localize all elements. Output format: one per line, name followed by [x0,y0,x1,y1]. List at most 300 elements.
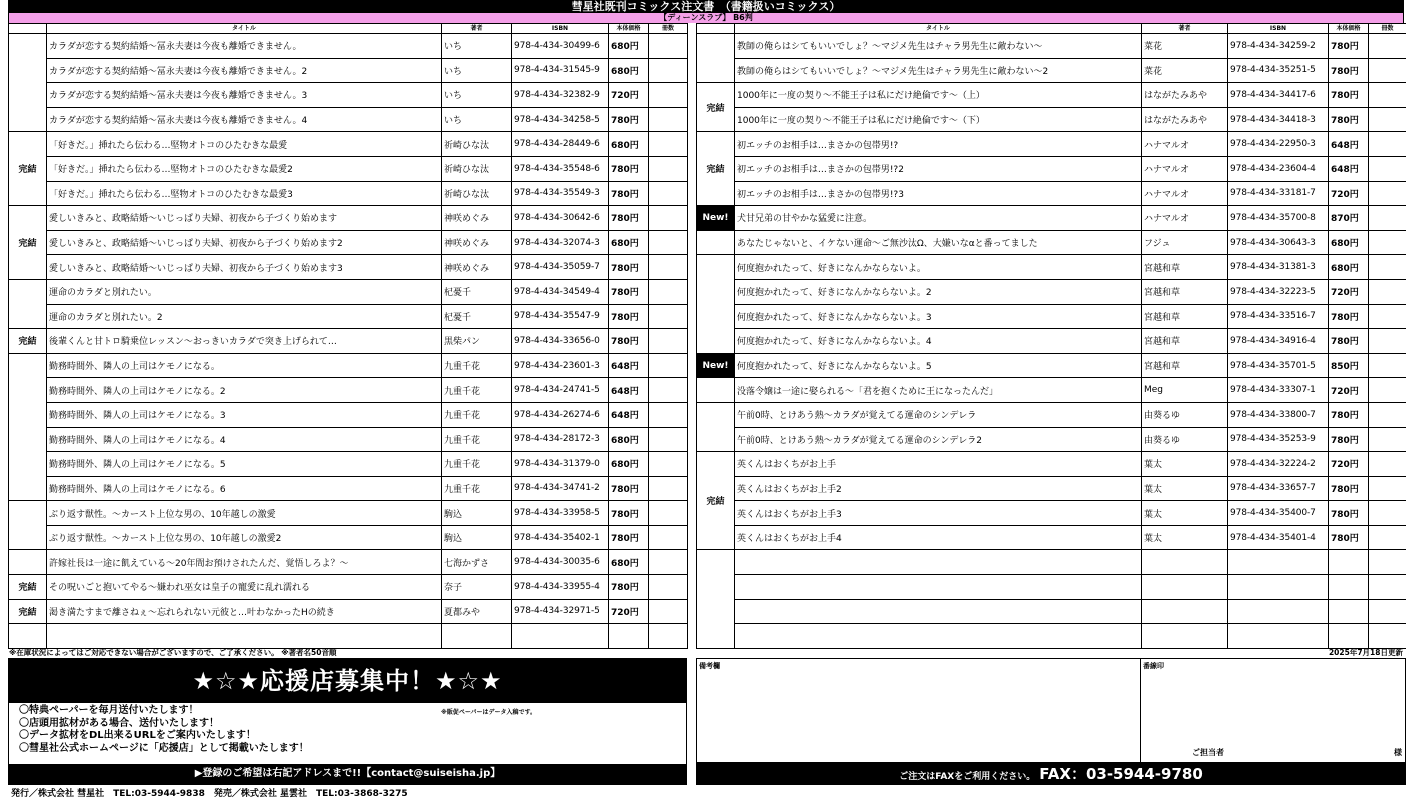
table-row [697,427,1406,452]
table-row [9,58,688,83]
author-cell: 宮越和草 [1142,279,1228,304]
isbn-cell: 978-4-434-35253-9 [1228,427,1329,452]
quantity-field[interactable] [1369,83,1406,108]
title-cell: 運命のカラダと別れたい。 [47,279,442,304]
status-cell [9,624,47,649]
status-cell: 完結 [697,132,735,206]
title-cell: 教師の俺らはシてもいいでしょ？～マジメ先生はチャラ男先生に敵わない～ [735,34,1142,59]
stamp-label: 番線印 [1143,662,1164,670]
table-row [697,550,1406,575]
quantity-field[interactable] [649,58,688,83]
title-cell: カラダが恋する契約結婚～冨永夫妻は今夜も離婚できません。3 [47,83,442,108]
title-cell: 午前0時、とけあう熱～カラダが覚えてる運命のシンデレラ2 [735,427,1142,452]
quantity-field[interactable] [649,107,688,132]
price-cell: 680円 [609,132,649,157]
status-cell [697,378,735,403]
quantity-field[interactable] [649,427,688,452]
quantity-field[interactable] [649,304,688,329]
title-cell: 初エッチのお相手は…まさかの包帯男!?2 [735,156,1142,181]
price-cell: 780円 [1329,525,1369,550]
quantity-field[interactable] [649,599,688,624]
title-cell: カラダが恋する契約結婚～冨永夫妻は今夜も離婚できません。2 [47,58,442,83]
quantity-field[interactable] [1369,427,1406,452]
header-qty: 冊数 [649,24,688,34]
quantity-field[interactable] [649,378,688,403]
title-cell: 何度抱かれたって、好きになんかならないよ。4 [735,329,1142,354]
title-cell: 勤務時間外、隣人の上司はケモノになる。 [47,353,442,378]
title-cell: 愛しいきみと、政略結婚～いじっぱり夫婦、初夜から子づくり始めます2 [47,230,442,255]
author-cell: 菜花 [1142,58,1228,83]
title-cell: 何度抱かれたって、好きになんかならないよ。3 [735,304,1142,329]
table-row [9,255,688,280]
table-row [697,206,1406,231]
status-cell: 完結 [9,599,47,624]
status-cell [697,402,735,451]
bansen-stamp-field[interactable] [1141,658,1406,763]
quantity-field[interactable] [1369,34,1406,59]
quantity-field[interactable] [1369,452,1406,477]
table-row [9,181,688,206]
author-cell [1142,550,1228,575]
isbn-cell: 978-4-434-35251-5 [1228,58,1329,83]
isbn-cell: 978-4-434-30643-3 [1228,230,1329,255]
title-cell: 愛しいきみと、政略結婚～いじっぱり夫婦、初夜から子づくり始めます3 [47,255,442,280]
promo-item: 〇データ拡材をDL出来るURLをご案内いたします！ [19,730,256,741]
price-cell: 648円 [609,353,649,378]
title-cell: 英くんはおくちがお上手 [735,452,1142,477]
author-cell: はながたみあや [1142,83,1228,108]
price-cell: 780円 [609,181,649,206]
quantity-field[interactable] [1369,575,1406,600]
price-cell: 680円 [609,427,649,452]
isbn-cell: 978-4-434-35701-5 [1228,353,1329,378]
price-cell: 648円 [609,378,649,403]
quantity-field[interactable] [649,34,688,59]
table-row [697,501,1406,526]
author-cell: 杞憂千 [442,304,512,329]
remarks-field[interactable] [696,658,1141,763]
table-row [9,34,688,59]
table-row [697,255,1406,280]
status-cell [697,255,735,353]
header-qty: 冊数 [1369,24,1406,34]
status-cell [9,501,47,550]
isbn-cell: 978-4-434-32382-9 [512,83,609,108]
price-cell: 680円 [609,34,649,59]
isbn-cell: 978-4-434-33516-7 [1228,304,1329,329]
isbn-cell: 978-4-434-34258-5 [512,107,609,132]
order-rows [9,34,688,649]
title-cell: 何度抱かれたって、好きになんかならないよ。 [735,255,1142,280]
author-cell: 祈崎ひな汰 [442,181,512,206]
promo-contact[interactable]: ▶登録のご希望は右記アドレスまで!!【contact@suiseisha.jp】 [9,764,686,784]
price-cell: 780円 [609,255,649,280]
isbn-cell: 978-4-434-30642-6 [512,206,609,231]
promo-item: 〇特典ペーパーを毎月送付いたします！ [19,705,199,716]
isbn-cell: 978-4-434-23601-3 [512,353,609,378]
author-cell: 九重千花 [442,402,512,427]
title-cell: 勤務時間外、隣人の上司はケモノになる。6 [47,476,442,501]
price-cell: 780円 [609,206,649,231]
title-cell: 「好きだ。」挿れたら伝わる…堅物オトコのひたむきな最愛2 [47,156,442,181]
status-cell: 完結 [9,575,47,600]
isbn-cell: 978-4-434-35402-1 [512,525,609,550]
status-cell: 完結 [9,329,47,354]
quantity-field[interactable] [1369,132,1406,157]
author-cell: 宮越和草 [1142,329,1228,354]
price-cell: 780円 [609,156,649,181]
title-cell: カラダが恋する契約結婚～冨永夫妻は今夜も離婚できません。4 [47,107,442,132]
author-cell: ハナマルオ [1142,181,1228,206]
title-cell [735,550,1142,575]
promo-item: 〇店頭用拡材がある場合、送付いたします！ [19,717,219,729]
status-cell: 完結 [9,132,47,206]
status-cell [697,230,735,255]
promo-box [8,658,687,785]
price-cell: 680円 [609,550,649,575]
promo-note: ※販促ペーパーはデータ入稿です。 [441,709,537,716]
quantity-field[interactable] [649,230,688,255]
price-cell: 720円 [1329,181,1369,206]
isbn-cell: 978-4-434-30035-6 [512,550,609,575]
table-row [697,525,1406,550]
quantity-field[interactable] [1369,599,1406,624]
quantity-field[interactable] [649,181,688,206]
quantity-field[interactable] [649,476,688,501]
author-cell: いち [442,107,512,132]
isbn-cell [1228,599,1329,624]
header-author: 著者 [442,24,512,34]
status-cell: 完結 [697,83,735,132]
title-cell: 愛しいきみと、政略結婚～いじっぱり夫婦、初夜から子づくり始めます [47,206,442,231]
isbn-cell: 978-4-434-34259-2 [1228,34,1329,59]
table-row [9,525,688,550]
isbn-cell: 978-4-434-35400-7 [1228,501,1329,526]
author-cell: 神咲めぐみ [442,255,512,280]
table-row [9,206,688,231]
price-cell [609,624,649,649]
title-cell: 初エッチのお相手は…まさかの包帯男!?3 [735,181,1142,206]
author-cell: 宮越和草 [1142,353,1228,378]
price-cell [1329,624,1369,649]
author-cell: 七海かずさ [442,550,512,575]
title-cell: 何度抱かれたって、好きになんかならないよ。2 [735,279,1142,304]
price-cell: 870円 [1329,206,1369,231]
quantity-field[interactable] [649,452,688,477]
isbn-cell: 978-4-434-32223-5 [1228,279,1329,304]
table-row [9,353,688,378]
author-cell: 由葵るゆ [1142,402,1228,427]
price-cell: 780円 [609,279,649,304]
header-price: 本体価格 [609,24,649,34]
table-row [697,353,1406,378]
quantity-field[interactable] [1369,525,1406,550]
author-cell: ハナマルオ [1142,132,1228,157]
author-cell: 宮越和草 [1142,304,1228,329]
quantity-field[interactable] [649,132,688,157]
author-cell: 九重千花 [442,476,512,501]
isbn-cell: 978-4-434-34741-2 [512,476,609,501]
price-cell: 850円 [1329,353,1369,378]
table-row [9,279,688,304]
price-cell: 780円 [1329,83,1369,108]
title-cell: 英くんはおくちがお上手2 [735,476,1142,501]
price-cell: 720円 [609,599,649,624]
isbn-cell: 978-4-434-33307-1 [1228,378,1329,403]
title-cell: 午前0時、とけあう熱～カラダが覚えてる運命のシンデレラ [735,402,1142,427]
author-cell: 夏都みや [442,599,512,624]
table-row [9,304,688,329]
isbn-cell: 978-4-434-34418-3 [1228,107,1329,132]
author-cell: ハナマルオ [1142,206,1228,231]
isbn-cell: 978-4-434-22950-3 [1228,132,1329,157]
isbn-cell: 978-4-434-35059-7 [512,255,609,280]
title-cell: 没落令嬢は一途に娶られる～「君を抱くために王になったんだ」 [735,378,1142,403]
author-cell: 杞憂千 [442,279,512,304]
quantity-field[interactable] [649,575,688,600]
title-cell: 英くんはおくちがお上手4 [735,525,1142,550]
order-rows [697,34,1406,649]
promo-heading: ★☆★応援店募集中！★☆★ [9,659,686,703]
table-row [697,624,1406,649]
table-header-row [9,24,688,34]
title-cell: 「好きだ。」挿れたら伝わる…堅物オトコのひたむきな最愛 [47,132,442,157]
author-cell: 菜花 [1142,34,1228,59]
quantity-field[interactable] [649,525,688,550]
header-author: 著者 [1142,24,1228,34]
author-cell [1142,575,1228,600]
title-cell: 許嫁社長は一途に飢えている～20年間お預けされたんだ、覚悟しろよ？～ [47,550,442,575]
isbn-cell [1228,624,1329,649]
quantity-field[interactable] [649,156,688,181]
isbn-cell: 978-4-434-28172-3 [512,427,609,452]
quantity-field[interactable] [649,624,688,649]
price-cell: 780円 [1329,107,1369,132]
table-row [9,230,688,255]
title-cell [735,575,1142,600]
title-cell: 勤務時間外、隣人の上司はケモノになる。2 [47,378,442,403]
title-cell: 後輩くんと甘トロ騎乗位レッスン～おっきいカラダで突き上げられて… [47,329,442,354]
isbn-cell: 978-4-434-31545-9 [512,58,609,83]
quantity-field[interactable] [1369,476,1406,501]
price-cell: 720円 [1329,378,1369,403]
title-cell: ぶり返す獣性。～カースト上位な男の、10年越しの激愛 [47,501,442,526]
isbn-cell: 978-4-434-33181-7 [1228,181,1329,206]
price-cell: 780円 [609,304,649,329]
author-cell: ハナマルオ [1142,156,1228,181]
table-row [697,452,1406,477]
header-status [697,24,735,34]
header-status [9,24,47,34]
quantity-field[interactable] [1369,353,1406,378]
status-cell: 完結 [9,206,47,280]
isbn-cell: 978-4-434-35700-8 [1228,206,1329,231]
price-cell: 680円 [1329,255,1369,280]
isbn-cell: 978-4-434-33958-5 [512,501,609,526]
table-row [697,329,1406,354]
price-cell: 680円 [609,230,649,255]
contact-person-label: ご担当者 [1192,748,1224,757]
title-cell: 1000年に一度の契り～不能王子は私にだけ絶倫です～（下） [735,107,1142,132]
price-cell: 780円 [609,107,649,132]
price-cell: 780円 [609,476,649,501]
order-table-right [696,23,1406,649]
title-cell: 勤務時間外、隣人の上司はケモノになる。3 [47,402,442,427]
author-cell: 九重千花 [442,353,512,378]
table-row [697,58,1406,83]
author-cell: Meg [1142,378,1228,403]
quantity-field[interactable] [1369,378,1406,403]
status-cell [697,34,735,83]
table-row [697,575,1406,600]
author-cell: 宮越和草 [1142,255,1228,280]
isbn-cell: 978-4-434-28449-6 [512,132,609,157]
author-cell [1142,599,1228,624]
title-cell: 勤務時間外、隣人の上司はケモノになる。5 [47,452,442,477]
table-row [9,83,688,108]
isbn-cell: 978-4-434-23604-4 [1228,156,1329,181]
fax-number: FAX：03-5944-9780 [1039,765,1203,783]
quantity-field[interactable] [649,501,688,526]
table-row [9,427,688,452]
isbn-cell [1228,550,1329,575]
isbn-cell: 978-4-434-32074-3 [512,230,609,255]
quantity-field[interactable] [1369,206,1406,231]
remarks-label: 備考欄 [699,662,720,670]
quantity-field[interactable] [1369,181,1406,206]
fax-bar [696,762,1406,785]
author-cell [1142,624,1228,649]
isbn-cell: 978-4-434-33656-0 [512,329,609,354]
price-cell [1329,575,1369,600]
price-cell: 780円 [609,501,649,526]
status-cell [9,34,47,132]
promo-item: 〇彗星社公式ホームページに「応援店」として掲載いたします！ [19,742,309,754]
quantity-field[interactable] [649,329,688,354]
status-cell [9,550,47,575]
table-row [697,34,1406,59]
quantity-field[interactable] [1369,329,1406,354]
publisher-info: 発行／株式会社 彗星社 TEL:03-5944-9838 発売／株式会社 星雲社 TEL:03-3868-3275 [11,789,408,799]
author-cell: いち [442,83,512,108]
table-row [9,624,688,649]
price-cell: 780円 [609,525,649,550]
isbn-cell: 978-4-434-24741-5 [512,378,609,403]
quantity-field[interactable] [1369,501,1406,526]
price-cell: 680円 [609,452,649,477]
isbn-cell: 978-4-434-31381-3 [1228,255,1329,280]
table-row [697,304,1406,329]
quantity-field[interactable] [649,402,688,427]
table-row [9,452,688,477]
isbn-cell: 978-4-434-35548-6 [512,156,609,181]
title-cell: 勤務時間外、隣人の上司はケモノになる。4 [47,427,442,452]
isbn-cell [512,624,609,649]
isbn-cell: 978-4-434-30499-6 [512,34,609,59]
stock-note: ※在庫状況によってはご対応できない場合がございますので、ご了承ください。 ※著者名50音順 [9,648,337,657]
author-cell: 九重千花 [442,378,512,403]
page-title: 彗星社既刊コミックス注文書 （書籍扱いコミックス） [8,0,1404,13]
author-cell: 九重千花 [442,427,512,452]
isbn-cell: 978-4-434-35547-9 [512,304,609,329]
fax-instruction: ご注文はFAXをご利用ください。 [899,772,1036,782]
isbn-cell: 978-4-434-34417-6 [1228,83,1329,108]
table-row [697,156,1406,181]
table-row [697,107,1406,132]
header-price: 本体価格 [1329,24,1369,34]
author-cell: 葉太 [1142,501,1228,526]
price-cell: 720円 [1329,452,1369,477]
quantity-field[interactable] [1369,279,1406,304]
header-isbn: ISBN [512,24,609,34]
price-cell: 780円 [1329,58,1369,83]
header-title: タイトル [47,24,442,34]
title-cell: ぶり返す獣性。～カースト上位な男の、10年越しの激愛2 [47,525,442,550]
quantity-field[interactable] [1369,304,1406,329]
quantity-field[interactable] [1369,58,1406,83]
table-row [697,181,1406,206]
author-cell: はながたみあや [1142,107,1228,132]
author-cell: いち [442,34,512,59]
status-cell [9,353,47,501]
status-cell [697,550,735,648]
quantity-field[interactable] [649,83,688,108]
title-cell [735,599,1142,624]
author-cell: 祈崎ひな汰 [442,132,512,157]
quantity-field[interactable] [649,279,688,304]
table-row [9,329,688,354]
promo-list [19,705,439,755]
price-cell: 780円 [1329,34,1369,59]
price-cell: 780円 [1329,304,1369,329]
honorific-label: 様 [1394,748,1402,757]
quantity-field[interactable] [1369,624,1406,649]
isbn-cell: 978-4-434-32971-5 [512,599,609,624]
title-cell: あなたじゃないと、イケない運命～ご無沙汰Ω、大嫌いなαと番ってました [735,230,1142,255]
quantity-field[interactable] [1369,107,1406,132]
price-cell: 780円 [609,329,649,354]
table-row [697,279,1406,304]
quantity-field[interactable] [1369,550,1406,575]
quantity-field[interactable] [1369,156,1406,181]
title-cell: カラダが恋する契約結婚～冨永夫妻は今夜も離婚できません。 [47,34,442,59]
author-cell: 祈崎ひな汰 [442,156,512,181]
quantity-field[interactable] [649,255,688,280]
price-cell: 780円 [1329,501,1369,526]
author-cell: フジュ [1142,230,1228,255]
header-isbn: ISBN [1228,24,1329,34]
author-cell: 葉太 [1142,476,1228,501]
price-cell: 780円 [1329,402,1369,427]
quantity-field[interactable] [1369,255,1406,280]
quantity-field[interactable] [1369,402,1406,427]
status-cell [9,279,47,328]
quantity-field[interactable] [649,353,688,378]
quantity-field[interactable] [649,206,688,231]
page-subtitle: 【ディーンスラブ】 B6判 [8,13,1404,23]
title-cell: 運命のカラダと別れたい。2 [47,304,442,329]
title-cell: 渇き満たすまで離さねぇ～忘れられない元彼と…叶わなかったHの続き [47,599,442,624]
title-cell: 初エッチのお相手は…まさかの包帯男!? [735,132,1142,157]
table-row [697,599,1406,624]
table-row [9,599,688,624]
title-cell: 1000年に一度の契り～不能王子は私にだけ絶倫です～（上） [735,83,1142,108]
table-row [9,107,688,132]
quantity-field[interactable] [649,550,688,575]
quantity-field[interactable] [1369,230,1406,255]
isbn-cell: 978-4-434-33800-7 [1228,402,1329,427]
isbn-cell: 978-4-434-33955-4 [512,575,609,600]
